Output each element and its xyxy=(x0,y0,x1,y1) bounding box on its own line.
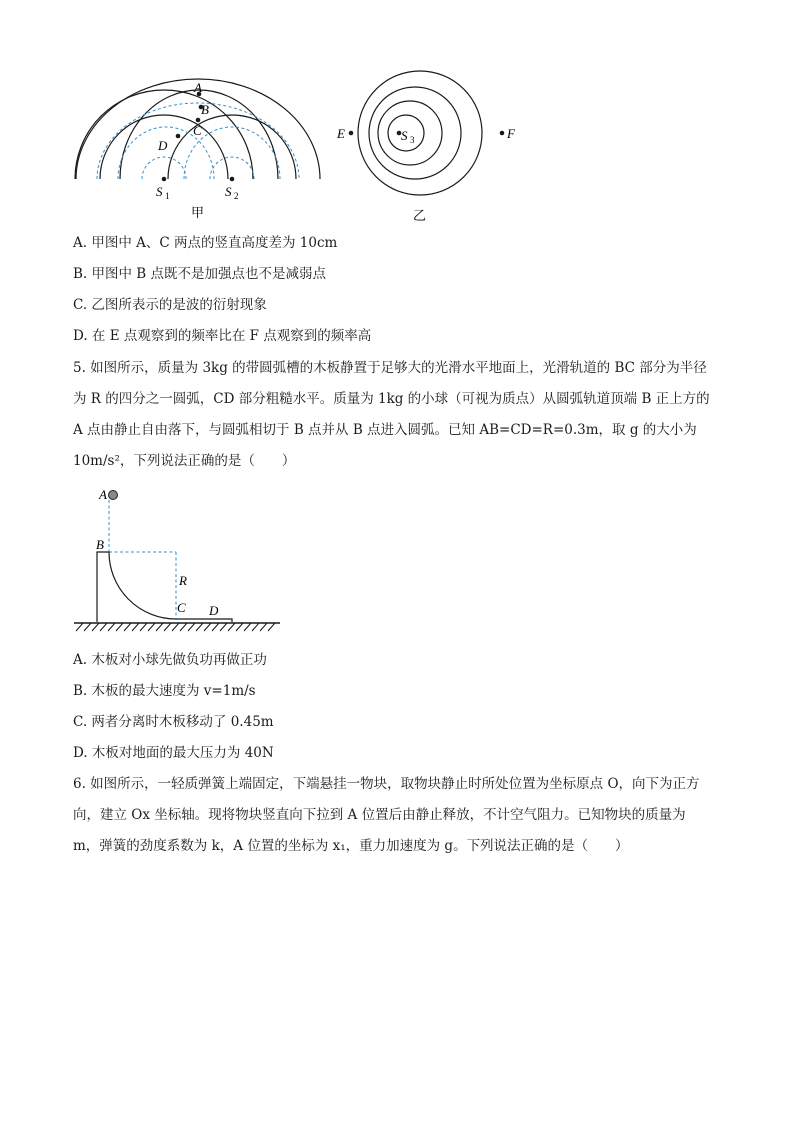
point-e-dot xyxy=(349,131,354,136)
wave-figures xyxy=(60,60,540,225)
q4-option-b: B. 甲图中 B 点既不是加强点也不是减弱点 xyxy=(73,266,327,282)
source-s1-dot xyxy=(162,177,167,182)
q4-option-c: C. 乙图所表示的是波的衍射现象 xyxy=(73,297,267,313)
label-b: B xyxy=(201,102,209,117)
q5-stem-line-1: 5. 如图所示，质量为 3kg 的带圆弧槽的木板静置于足够大的光滑水平地面上，光滑轨道的 BC 部分为半径 xyxy=(73,360,707,376)
q4-option-a: A. 甲图中 A、C 两点的竖直高度差为 10cm xyxy=(73,235,338,251)
q5-figure xyxy=(70,482,285,634)
q4-option-d: D. 在 E 点观察到的频率比在 F 点观察到的频率高 xyxy=(73,328,372,344)
q5-option-a: A. 木板对小球先做负功再做正功 xyxy=(73,652,267,668)
label-e: E xyxy=(337,126,345,141)
label-s2-sub: 2 xyxy=(234,191,239,201)
label-r: R xyxy=(179,573,187,588)
caption-jia: 甲 xyxy=(191,205,205,220)
label-s1-sub: 1 xyxy=(165,191,170,201)
point-d-dot xyxy=(176,134,181,139)
ground-hatching xyxy=(76,623,275,631)
point-f-dot xyxy=(500,131,505,136)
label-b: B xyxy=(96,537,104,552)
q6-stem-line-2: 向，建立 Ox 坐标轴。现将物块竖直向下拉到 A 位置后由静止释放，不计空气阻力。已知物块的质量为 xyxy=(73,807,686,823)
label-s3-sub: 3 xyxy=(410,135,415,145)
point-c-dot xyxy=(196,118,201,123)
label-f: F xyxy=(507,126,515,141)
label-s2: S xyxy=(225,184,232,199)
q6-stem-line-1: 6. 如图所示，一轻质弹簧上端固定，下端悬挂一物块，取物块静止时所处位置为坐标原点 O，向下为正方 xyxy=(73,776,700,792)
label-s1: S xyxy=(156,184,163,199)
q6-stem-line-3: m，弹簧的劲度系数为 k，A 位置的坐标为 x₁，重力加速度为 g。下列说法正确的是（ ） xyxy=(73,838,629,854)
label-s3: S xyxy=(401,128,408,143)
q5-stem-line-4: 10m/s²，下列说法正确的是（ ） xyxy=(73,453,296,469)
q5-option-c: C. 两者分离时木板移动了 0.45m xyxy=(73,714,274,730)
label-a: A xyxy=(99,487,107,502)
label-d: D xyxy=(209,603,219,618)
doppler-diagram xyxy=(358,71,482,195)
label-c: C xyxy=(193,123,202,138)
source-s2-dot xyxy=(230,177,235,182)
q5-stem-line-3: A 点由静止自由落下，与圆弧相切于 B 点并从 B 点进入圆弧。已知 AB=CD=R=0.3m，取 g 的大小为 xyxy=(73,422,697,438)
caption-yi: 乙 xyxy=(413,208,427,223)
q5-option-d: D. 木板对地面的最大压力为 40N xyxy=(73,745,274,761)
label-c: C xyxy=(177,600,186,615)
ball-a xyxy=(109,491,118,500)
q5-stem-line-2: 为 R 的四分之一圆弧，CD 部分粗糙水平。质量为 1kg 的小球（可视为质点）从圆弧轨道顶端 B 正上方的 xyxy=(73,391,710,407)
label-a: A xyxy=(194,80,202,95)
label-d: D xyxy=(158,138,168,153)
q5-option-b: B. 木板的最大速度为 v=1m/s xyxy=(73,683,256,699)
